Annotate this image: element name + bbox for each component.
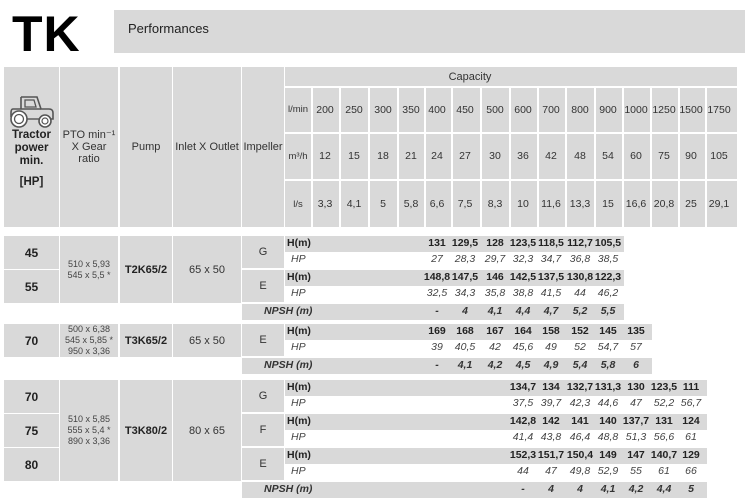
capacity-value: 29,1 bbox=[708, 198, 730, 210]
power-value: 38,5 bbox=[597, 253, 619, 265]
head-value: 141 bbox=[571, 415, 589, 427]
power-label: HP bbox=[291, 431, 306, 443]
head-value: 167 bbox=[486, 325, 504, 337]
head-value: 151,7 bbox=[537, 449, 565, 461]
brand-title: TK bbox=[12, 6, 81, 62]
head-value: 142,8 bbox=[509, 415, 537, 427]
header-pump: Pump bbox=[120, 67, 172, 227]
power-value: 43,8 bbox=[540, 431, 562, 443]
npsh-value: - bbox=[435, 359, 439, 371]
power-value: 55 bbox=[630, 465, 642, 477]
gear-ratio-label: X Gear ratio bbox=[71, 141, 107, 165]
head-value: 142 bbox=[542, 415, 560, 427]
tractor-hp: 70 bbox=[4, 380, 59, 413]
head-value: 135 bbox=[627, 325, 645, 337]
pump-model: T3K65/2 bbox=[120, 324, 172, 357]
npsh-value: 5,5 bbox=[600, 305, 616, 317]
power-value: 46,2 bbox=[597, 287, 619, 299]
power-value: 36,8 bbox=[569, 253, 591, 265]
head-value: 152,3 bbox=[509, 449, 537, 461]
power-value: 51,3 bbox=[625, 431, 647, 443]
impeller-type: F bbox=[242, 414, 284, 446]
tractor-hp: 55 bbox=[4, 270, 59, 303]
pto-value: 500 x 6,38 bbox=[67, 324, 111, 334]
head-label: H(m) bbox=[287, 237, 311, 249]
impeller-type: G bbox=[242, 236, 284, 268]
header-tractor bbox=[4, 67, 59, 227]
npsh-value: 4,1 bbox=[487, 305, 503, 317]
head-value: 140,7 bbox=[650, 449, 678, 461]
tractor-label-3: min. bbox=[19, 155, 44, 167]
power-value: 47 bbox=[630, 397, 642, 409]
power-value: 44 bbox=[574, 287, 586, 299]
head-label: H(m) bbox=[287, 449, 311, 461]
power-label: HP bbox=[291, 341, 306, 353]
head-value: 130,8 bbox=[566, 271, 594, 283]
head-value: 124 bbox=[682, 415, 700, 427]
power-label: HP bbox=[291, 287, 306, 299]
power-value: 66 bbox=[685, 465, 697, 477]
capacity-value: 8,3 bbox=[487, 198, 503, 210]
power-value: 32,5 bbox=[426, 287, 448, 299]
capacity-value: 1500 bbox=[679, 103, 703, 116]
npsh-value: 6 bbox=[633, 359, 639, 371]
pump-model: T3K80/2 bbox=[120, 380, 172, 481]
capacity-value: 54 bbox=[602, 150, 614, 162]
head-value: 158 bbox=[542, 325, 560, 337]
capacity-value: 30 bbox=[489, 150, 501, 162]
power-value: 52 bbox=[574, 341, 586, 353]
npsh-value: 4,5 bbox=[515, 359, 531, 371]
power-value: 49,8 bbox=[569, 465, 591, 477]
power-value: 61 bbox=[658, 465, 670, 477]
capacity-value: 24 bbox=[431, 150, 443, 162]
power-value: 37,5 bbox=[512, 397, 534, 409]
head-value: 145 bbox=[599, 325, 617, 337]
capacity-value: 600 bbox=[514, 103, 532, 116]
head-value: 137,5 bbox=[537, 271, 565, 283]
capacity-value: 700 bbox=[542, 103, 560, 116]
pto-value: 545 x 5,85 * bbox=[64, 335, 114, 345]
head-value: 152 bbox=[571, 325, 589, 337]
head-value: 132,7 bbox=[566, 381, 594, 393]
npsh-value: 4 bbox=[462, 305, 468, 317]
capacity-value: 1750 bbox=[707, 103, 731, 116]
tractor-label-1: Tractor bbox=[12, 129, 51, 141]
capacity-value: 60 bbox=[630, 150, 642, 162]
capacity-value: 18 bbox=[377, 150, 389, 162]
power-value: 42 bbox=[489, 341, 501, 353]
power-value: 34,7 bbox=[540, 253, 562, 265]
head-value: 142,5 bbox=[509, 271, 537, 283]
impeller-type: E bbox=[242, 324, 284, 356]
tractor-icon bbox=[9, 93, 55, 129]
head-label: H(m) bbox=[287, 271, 311, 283]
capacity-value: 48 bbox=[574, 150, 586, 162]
head-value: 164 bbox=[514, 325, 532, 337]
npsh-label: NPSH (m) bbox=[264, 359, 313, 371]
power-label: HP bbox=[291, 465, 306, 477]
power-value: 34,3 bbox=[454, 287, 476, 299]
section-title-bar bbox=[114, 10, 745, 53]
capacity-value: 1250 bbox=[652, 103, 676, 116]
npsh-value: - bbox=[521, 483, 525, 495]
npsh-value: 4 bbox=[577, 483, 583, 495]
tractor-hp: 45 bbox=[4, 236, 59, 269]
capacity-value: 6,6 bbox=[429, 198, 445, 210]
capacity-value: 21 bbox=[405, 150, 417, 162]
npsh-label: NPSH (m) bbox=[264, 305, 313, 317]
pto-value: 510 x 5,93 bbox=[67, 258, 111, 269]
npsh-value: 4 bbox=[548, 483, 554, 495]
head-value: 131 bbox=[428, 237, 446, 249]
capacity-value: 20,8 bbox=[653, 198, 675, 210]
head-value: 130 bbox=[627, 381, 645, 393]
unit-label: l/s bbox=[293, 198, 303, 210]
pto-value: 890 x 3,36 bbox=[67, 436, 111, 446]
head-value: 123,5 bbox=[650, 381, 678, 393]
head-value: 111 bbox=[682, 381, 700, 393]
section-title: Performances bbox=[128, 21, 209, 36]
head-label: H(m) bbox=[287, 381, 311, 393]
pto-value: 555 x 5,4 * bbox=[67, 425, 111, 435]
head-value: 134 bbox=[542, 381, 560, 393]
npsh-value: 5,8 bbox=[600, 359, 616, 371]
head-label: H(m) bbox=[287, 415, 311, 427]
head-value: 129 bbox=[682, 449, 700, 461]
power-value: 32,3 bbox=[512, 253, 534, 265]
capacity-value: 11,6 bbox=[541, 198, 561, 210]
pump-model: T2K65/2 bbox=[120, 236, 172, 303]
npsh-value: 5,4 bbox=[572, 359, 588, 371]
impeller-type: E bbox=[242, 448, 284, 480]
capacity-title: Capacity bbox=[448, 71, 492, 83]
power-value: 44,6 bbox=[597, 397, 619, 409]
tractor-hp: 80 bbox=[4, 448, 59, 481]
capacity-value: 25 bbox=[685, 198, 697, 210]
capacity-value: 900 bbox=[599, 103, 617, 116]
capacity-value: 90 bbox=[685, 150, 697, 162]
capacity-value: 350 bbox=[402, 103, 420, 116]
capacity-value: 4,1 bbox=[346, 198, 362, 210]
npsh-value: 4,2 bbox=[487, 359, 503, 371]
power-value: 54,7 bbox=[597, 341, 619, 353]
header-pto bbox=[60, 67, 118, 227]
power-value: 41,5 bbox=[540, 287, 562, 299]
tractor-unit: [HP] bbox=[19, 176, 44, 188]
power-value: 29,7 bbox=[484, 253, 506, 265]
power-value: 40,5 bbox=[454, 341, 476, 353]
head-value: 150,4 bbox=[566, 449, 594, 461]
pto-label: PTO min⁻¹ bbox=[62, 129, 116, 141]
power-value: 39,7 bbox=[540, 397, 562, 409]
power-value: 28,3 bbox=[454, 253, 476, 265]
power-value: 39 bbox=[431, 341, 443, 353]
capacity-value: 105 bbox=[710, 150, 728, 162]
head-value: 140 bbox=[599, 415, 617, 427]
capacity-value: 400 bbox=[428, 103, 446, 116]
capacity-value: 800 bbox=[571, 103, 589, 116]
power-value: 52,9 bbox=[597, 465, 619, 477]
head-value: 146 bbox=[486, 271, 504, 283]
capacity-value: 12 bbox=[319, 150, 331, 162]
tractor-hp: 75 bbox=[4, 414, 59, 447]
power-value: 52,2 bbox=[653, 397, 675, 409]
head-value: 131 bbox=[655, 415, 673, 427]
head-value: 147,5 bbox=[451, 271, 479, 283]
head-value: 122,3 bbox=[594, 271, 622, 283]
pto-values bbox=[60, 236, 118, 303]
npsh-value: 4,4 bbox=[656, 483, 672, 495]
power-label: HP bbox=[291, 397, 306, 409]
power-value: 47 bbox=[545, 465, 557, 477]
npsh-value: 4,9 bbox=[543, 359, 559, 371]
unit-label: l/min bbox=[287, 104, 309, 115]
head-value: 148,8 bbox=[423, 271, 451, 283]
pto-value: 545 x 5,5 * bbox=[67, 269, 111, 280]
head-value: 118,5 bbox=[538, 237, 564, 249]
power-value: 61 bbox=[685, 431, 697, 443]
power-value: 56,7 bbox=[680, 397, 702, 409]
head-value: 147 bbox=[627, 449, 645, 461]
head-value: 105,5 bbox=[594, 237, 622, 249]
capacity-value: 200 bbox=[316, 103, 334, 116]
head-value: 168 bbox=[456, 325, 474, 337]
head-value: 128 bbox=[486, 237, 504, 249]
power-value: 42,3 bbox=[569, 397, 591, 409]
pto-values bbox=[60, 380, 118, 481]
capacity-value: 15 bbox=[602, 198, 614, 210]
head-value: 129,5 bbox=[451, 237, 479, 249]
capacity-value: 27 bbox=[459, 150, 471, 162]
power-value: 41,4 bbox=[512, 431, 534, 443]
power-value: 49 bbox=[545, 341, 557, 353]
header-inlet-outlet: Inlet X Outlet bbox=[173, 67, 241, 227]
impeller-type: E bbox=[242, 270, 284, 302]
head-value: 134,7 bbox=[509, 381, 537, 393]
inlet-outlet: 65 x 50 bbox=[173, 236, 241, 303]
npsh-label: NPSH (m) bbox=[264, 483, 313, 495]
capacity-value: 7,5 bbox=[457, 198, 473, 210]
capacity-value: 75 bbox=[658, 150, 670, 162]
power-value: 57 bbox=[630, 341, 642, 353]
npsh-value: 4,2 bbox=[628, 483, 644, 495]
tractor-label-2: power bbox=[14, 142, 49, 154]
head-value: 123,5 bbox=[509, 237, 537, 249]
capacity-value: 3,3 bbox=[317, 198, 333, 210]
capacity-value: 5,8 bbox=[403, 198, 419, 210]
power-value: 56,6 bbox=[653, 431, 675, 443]
power-value: 45,6 bbox=[512, 341, 534, 353]
head-value: 137,7 bbox=[622, 415, 650, 427]
npsh-value: - bbox=[435, 305, 439, 317]
capacity-value: 300 bbox=[374, 103, 392, 116]
power-value: 38,8 bbox=[512, 287, 534, 299]
power-value: 27 bbox=[431, 253, 443, 265]
npsh-value: 5 bbox=[688, 483, 694, 495]
npsh-value: 4,1 bbox=[600, 483, 616, 495]
npsh-value: 4,7 bbox=[543, 305, 559, 317]
unit-label: m³/h bbox=[288, 150, 308, 162]
power-value: 35,8 bbox=[484, 287, 506, 299]
capacity-value: 42 bbox=[545, 150, 557, 162]
capacity-value: 5 bbox=[380, 198, 386, 210]
capacity-value: 10 bbox=[517, 198, 529, 210]
head-label: H(m) bbox=[287, 325, 311, 337]
capacity-value: 250 bbox=[345, 103, 363, 116]
inlet-outlet: 65 x 50 bbox=[173, 324, 241, 357]
pto-value: 510 x 5,85 bbox=[67, 414, 111, 424]
inlet-outlet: 80 x 65 bbox=[173, 380, 241, 481]
capacity-value: 15 bbox=[348, 150, 360, 162]
head-value: 131,3 bbox=[594, 381, 622, 393]
header-impeller: Impeller bbox=[242, 67, 284, 227]
tractor-hp: 70 bbox=[4, 324, 59, 357]
impeller-type: G bbox=[242, 380, 284, 412]
pto-value: 950 x 3,36 bbox=[67, 346, 111, 356]
head-value: 112,7 bbox=[567, 237, 593, 249]
head-value: 169 bbox=[428, 325, 446, 337]
power-value: 48,8 bbox=[597, 431, 619, 443]
npsh-value: 4,1 bbox=[457, 359, 473, 371]
pto-values bbox=[60, 324, 118, 357]
capacity-value: 500 bbox=[486, 103, 504, 116]
capacity-value: 36 bbox=[517, 150, 529, 162]
power-value: 44 bbox=[517, 465, 529, 477]
head-value: 149 bbox=[599, 449, 617, 461]
capacity-value: 450 bbox=[456, 103, 474, 116]
capacity-value: 16,6 bbox=[625, 198, 647, 210]
npsh-value: 4,4 bbox=[515, 305, 531, 317]
capacity-value: 13,3 bbox=[569, 198, 591, 210]
npsh-value: 5,2 bbox=[572, 305, 588, 317]
power-label: HP bbox=[291, 253, 306, 265]
power-value: 46,4 bbox=[569, 431, 591, 443]
capacity-value: 1000 bbox=[624, 103, 648, 116]
